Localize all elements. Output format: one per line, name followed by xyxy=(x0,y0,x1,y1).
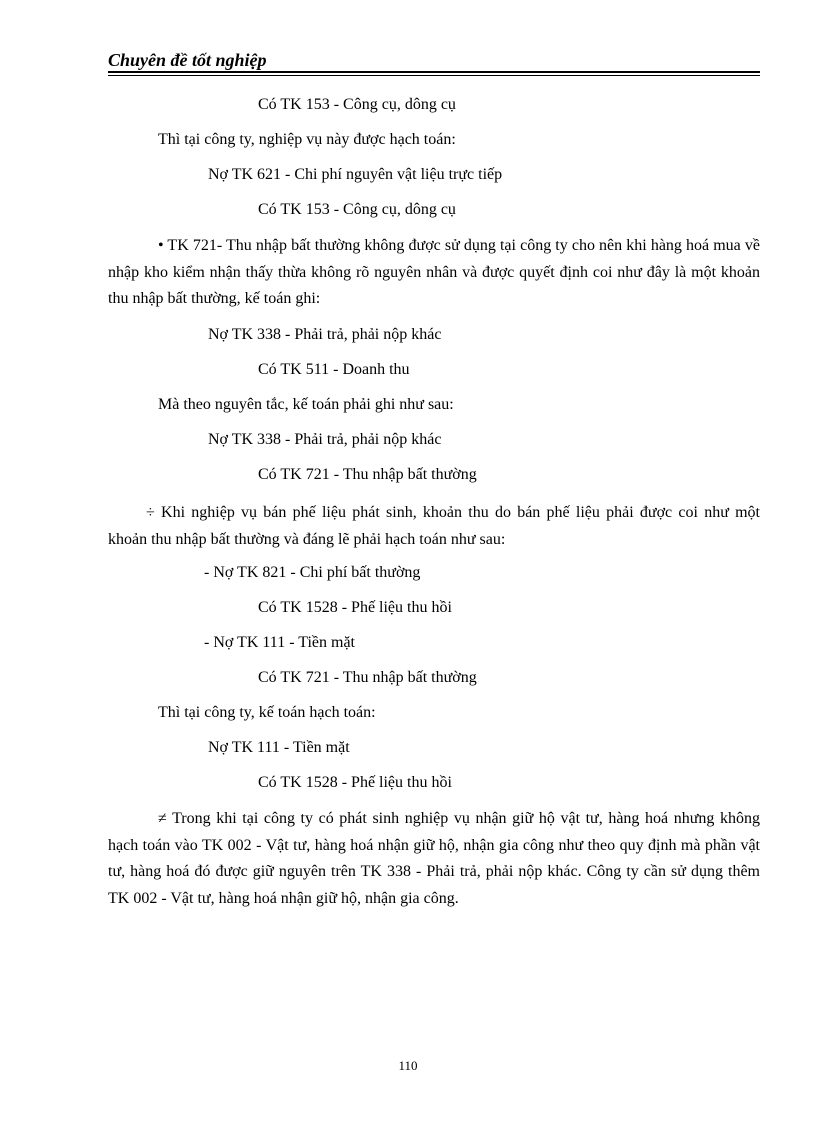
entry-line: Có TK 511 - Doanh thu xyxy=(258,361,410,378)
paragraph: ≠ Trong khi tại công ty có phát sinh nghiệp vụ nhận giữ hộ vật tư, hàng hoá nhưng không hạch toán vào TK 002 - Vật tư, hàng hoá nhận giữ hộ, nhận gia công như theo quy định mà phần vật tư, hàng hoá đó được giữ nguyên trên TK 338 - Phải trả, phải nộp khác. Công ty cần sử dụng thêm TK 002 - Vật tư, hàng hoá nhận giữ hộ, nhận gia công. xyxy=(108,810,760,907)
text-line: Thì tại công ty, kế toán hạch toán: xyxy=(158,704,376,721)
header-rule-thin xyxy=(108,75,760,76)
entry-line: Có TK 1528 - Phế liệu thu hồi xyxy=(258,774,452,791)
entry-line: - Nợ TK 111 - Tiền mặt xyxy=(204,634,355,651)
entry-line: Có TK 1528 - Phế liệu thu hồi xyxy=(258,599,452,616)
entry-line: Có TK 153 - Công cụ, dông cụ xyxy=(258,201,456,218)
entry-line: Có TK 721 - Thu nhập bất thường xyxy=(258,466,477,483)
entry-line: Nợ TK 338 - Phải trả, phải nộp khác xyxy=(208,326,442,343)
entry-line: Nợ TK 111 - Tiền mặt xyxy=(208,739,350,756)
entry-line: Nợ TK 621 - Chi phí nguyên vật liệu trực tiếp xyxy=(208,166,503,183)
paragraph: • TK 721- Thu nhập bất thường không được sử dụng tại công ty cho nên khi hàng hoá mua về nhập kho kiểm nhận thấy thừa không rõ nguyên nhân và được quyết định coi như đây là một khoản thu nhập bất thường, kế toán ghi: xyxy=(108,237,760,307)
text-line: Thì tại công ty, nghiệp vụ này được hạch toán: xyxy=(158,131,456,148)
header-title: Chuyên đề tốt nghiệp xyxy=(108,50,267,70)
page-number: 110 xyxy=(398,1058,418,1073)
entry-line: Nợ TK 338 - Phải trả, phải nộp khác xyxy=(208,431,442,448)
text-line: Mà theo nguyên tắc, kế toán phải ghi như sau: xyxy=(158,396,454,413)
header-rule xyxy=(108,71,760,73)
entry-line: Có TK 721 - Thu nhập bất thường xyxy=(258,669,477,686)
paragraph: ÷ Khi nghiệp vụ bán phế liệu phát sinh, khoản thu do bán phế liệu phải được coi như một khoản thu nhập bất thường và đáng lẽ phải hạch toán như sau: xyxy=(108,504,760,548)
entry-line: - Nợ TK 821 - Chi phí bất thường xyxy=(204,564,421,581)
page-header xyxy=(108,50,760,76)
entry-line: Có TK 153 - Công cụ, dông cụ xyxy=(258,96,456,113)
